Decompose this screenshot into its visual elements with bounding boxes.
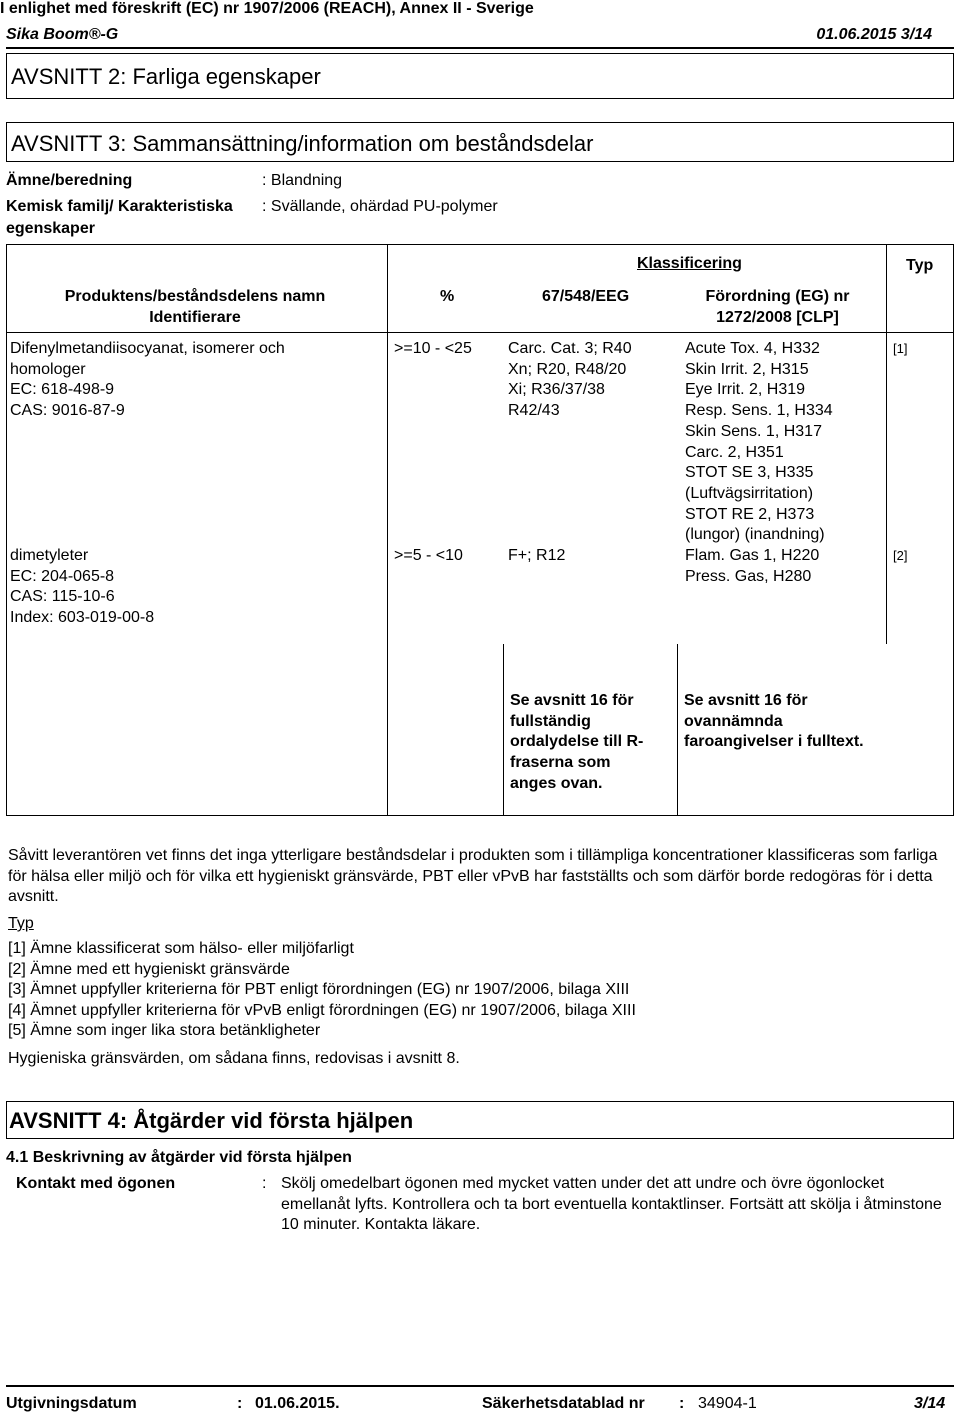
typ-heading: Typ bbox=[8, 915, 34, 932]
footer-date-colon: : bbox=[237, 1395, 243, 1412]
header-percent: % bbox=[440, 288, 455, 305]
row1-percent: >=10 - <25 bbox=[394, 340, 472, 357]
row1-name-text: Difenylmetandiisocyanat, isomerer och homologer EC: 618-498-9 CAS: 9016-87-9 bbox=[10, 340, 285, 420]
footer-rule bbox=[6, 1385, 954, 1387]
product-header bbox=[6, 26, 932, 44]
field-value-substance: : Blandning bbox=[262, 172, 343, 189]
field-label-family: Kemisk familj/ Karakteristiska egenskaper bbox=[6, 198, 233, 237]
typ-list-item: [1] Ämne klassificerat som hälso- eller miljöfarligt bbox=[8, 940, 354, 957]
eye-contact-colon: : bbox=[262, 1175, 267, 1192]
table-col-divider bbox=[387, 244, 388, 816]
product-name: Sika Boom®-G bbox=[6, 26, 119, 43]
typ-divider bbox=[886, 244, 887, 644]
header-klassificering: Klassificering bbox=[637, 255, 742, 272]
footer-sds-label: Säkerhetsdatablad nr bbox=[482, 1395, 645, 1412]
notes-divider-2 bbox=[677, 644, 678, 816]
typ-list-item: [5] Ämne som inger lika stora betänkligheter bbox=[8, 1022, 321, 1039]
section3-title: AVSNITT 3: Sammansättning/information om beståndsdelar bbox=[11, 131, 594, 156]
typ-list-item: [2] Ämne med ett hygieniskt gränsvärde bbox=[8, 960, 290, 978]
section2-title: AVSNITT 2: Farliga egenskaper bbox=[11, 64, 321, 89]
row2-name: dimetyleter EC: 204-065-8 CAS: 115-10-6 Index: 603-019-00-8 bbox=[10, 547, 155, 627]
footer-sds-number: 34904-1 bbox=[698, 1395, 757, 1412]
note-clp: Se avsnitt 16 för ovannämnda faroangivelser i fulltext. bbox=[684, 692, 864, 751]
header-eeg: 67/548/EEG bbox=[542, 288, 630, 305]
row1-typ: [1] bbox=[893, 341, 908, 356]
row1-name bbox=[10, 339, 320, 422]
row2-eeg: F+; R12 bbox=[508, 547, 566, 564]
header-clp: Förordning (EG) nr 1272/2008 [CLP] bbox=[705, 288, 850, 326]
row1-clp: Acute Tox. 4, H332 Skin Irrit. 2, H315 Eye Irrit. 2, H319 Resp. Sens. 1, H334 Skin Sens. 1, H317 Carc. 2, H351 STOT SE 3, H335 (Luftvägsirritation) STOT RE 2, H373 (lungor) (inandning) bbox=[685, 340, 833, 544]
section2-box bbox=[6, 53, 954, 99]
additional-components-paragraph: Såvitt leverantören vet finns det inga ytterligare beståndsdelar i produkten som i tillämpliga koncentrationer klassificeras som farliga för hälsa eller miljö och för vilka ett hygieniskt gränsvärde, PBT eller vPvB har fastställts och som därför borde redogöras för i detta avsnitt. bbox=[8, 847, 938, 905]
row1-eeg: Carc. Cat. 3; R40 Xn; R20, R48/20 Xi; R36/37/38 R42/43 bbox=[508, 340, 632, 420]
footer-page: 3/14 bbox=[914, 1395, 946, 1412]
header-rule bbox=[6, 47, 954, 49]
typ-list-item: [4] Ämnet uppfyller kriterierna för vPvB enligt förordningen (EG) nr 1907/2006, bilaga XIII bbox=[8, 1001, 636, 1019]
section4-title: AVSNITT 4: Åtgärder vid första hjälpen bbox=[9, 1108, 414, 1133]
row2-typ: [2] bbox=[893, 548, 908, 563]
typ-list-item: [3] Ämnet uppfyller kriterierna för PBT enligt förordningen (EG) nr 1907/2006, bilaga XIII bbox=[8, 981, 630, 998]
field-value-family: : Svällande, ohärdad PU-polymer bbox=[262, 198, 498, 215]
row2-percent: >=5 - <10 bbox=[394, 547, 463, 564]
notes-divider-1 bbox=[503, 644, 504, 816]
footer-date: 01.06.2015. bbox=[255, 1395, 340, 1412]
eye-contact-label: Kontakt med ögonen bbox=[16, 1175, 176, 1192]
row2-clp: Flam. Gas 1, H220 Press. Gas, H280 bbox=[685, 547, 820, 585]
header-name: Produktens/beståndsdelens namn Identifierare bbox=[64, 288, 326, 326]
footer-date-label: Utgivningsdatum bbox=[6, 1395, 137, 1412]
eye-contact-text: Skölj omedelbart ögonen med mycket vatten under det att undre och övre ögonlocket emellanåt lyfts. Kontrollera och ta bort eventuella kontaktlinser. Fortsätt att skölja i åtminstone 10 minuter. Kontakta läkare. bbox=[281, 1175, 942, 1233]
footer-sds-colon: : bbox=[679, 1395, 685, 1412]
date-page: 01.06.2015 3/14 bbox=[816, 26, 932, 43]
field-label-substance: Ämne/beredning bbox=[6, 172, 133, 189]
table-header-rule bbox=[6, 332, 954, 333]
header-typ: Typ bbox=[906, 257, 934, 274]
regulation-header: I enlighet med föreskrift (EC) nr 1907/2006 (REACH), Annex II - Sverige bbox=[0, 0, 534, 17]
section4-subtitle: 4.1 Beskrivning av åtgärder vid första hjälpen bbox=[6, 1149, 352, 1166]
section4-box bbox=[6, 1101, 954, 1139]
note-eeg: Se avsnitt 16 för fullständig ordalydelse till R-fraserna som anges ovan. bbox=[510, 692, 644, 792]
hygiene-note: Hygieniska gränsvärden, om sådana finns, redovisas i avsnitt 8. bbox=[8, 1050, 460, 1067]
section3-box bbox=[6, 122, 954, 162]
typ-list bbox=[8, 939, 636, 1042]
